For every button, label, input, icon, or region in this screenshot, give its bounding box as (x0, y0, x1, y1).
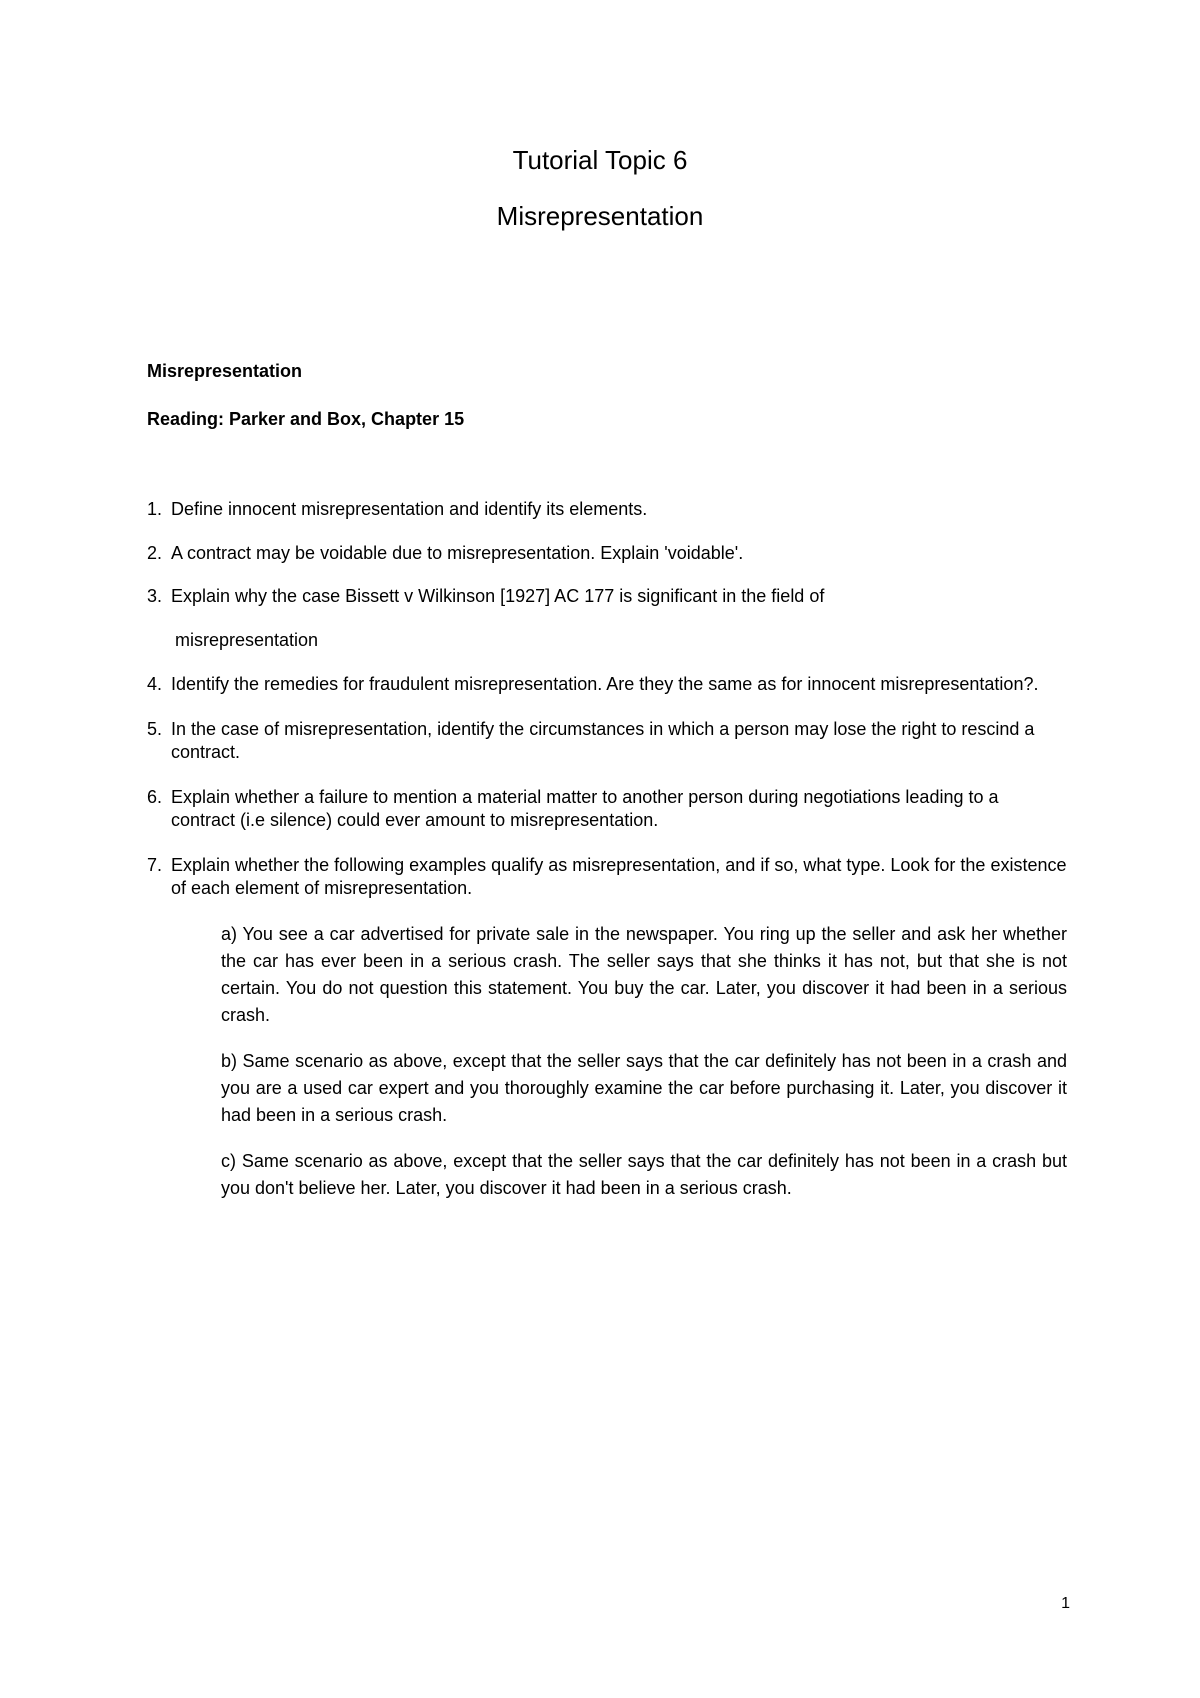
question-text: Explain whether the following examples qualify as misrepresentation, and if so, what type. Look for the existence of each element of misrepresentation. (171, 854, 1067, 898)
question-item (147, 498, 1067, 522)
example-list (221, 921, 1067, 1202)
question-text: A contract may be voidable due to misrepresentation. Explain 'voidable'. (171, 542, 744, 563)
question-list (147, 498, 1067, 1221)
section-heading: Misrepresentation (147, 361, 303, 381)
document-title: Tutorial Topic 6 (512, 145, 688, 175)
document-subtitle: Misrepresentation (496, 201, 704, 231)
question-number: 1. (147, 499, 163, 519)
question-number: 2. (147, 542, 163, 563)
question-text: In the case of misrepresentation, identify the circumstances in which a person may lose the right to rescind a contract. (171, 718, 1035, 762)
example-item: c) Same scenario as above, except that the seller says that the car definitely has not been in a crash but you don't believe her. Later, you discover it had been in a serious crash. (221, 1150, 1067, 1198)
question-number: 5. (147, 718, 163, 739)
question-item (147, 786, 1067, 833)
question-item (147, 854, 1067, 901)
question-item (147, 673, 1067, 697)
question-text: Explain why the case Bissett v Wilkinson [1927] AC 177 is significant in the field of (171, 586, 825, 606)
question-number: 4. (147, 674, 163, 694)
question-text: Define innocent misrepresentation and identify its elements. (171, 499, 648, 519)
example-item: a) You see a car advertised for private sale in the newspaper. You ring up the seller and ask her whether the car has ever been in a serious crash. The seller says that she thinks it has not, but that she is not certain. You do not question this statement. You buy the car. Later, you discover it had been in a serious crash. (221, 923, 1067, 1025)
question-number: 6. (147, 786, 163, 807)
page-number: 1 (1061, 1595, 1070, 1612)
question-item (147, 585, 1067, 609)
question-continuation: misrepresentation (175, 629, 319, 650)
question-text: Explain whether a failure to mention a material matter to another person during negotiations leading to a contract (i.e silence) could ever amount to misrepresentation. (171, 786, 999, 830)
question-number: 3. (147, 586, 163, 606)
question-number: 7. (147, 854, 163, 875)
reading-reference: Reading: Parker and Box, Chapter 15 (147, 409, 465, 429)
title-block (0, 143, 1200, 233)
example-item: b) Same scenario as above, except that the seller says that the car definitely has not been in a crash and you are a used car expert and you thoroughly examine the car before purchasing it. Later, you discover it had been in a serious crash. (221, 1050, 1067, 1125)
question-item (147, 542, 1067, 566)
question-item (147, 718, 1067, 765)
question-text: Identify the remedies for fraudulent misrepresentation. Are they the same as for innocent misrepresentation?. (171, 674, 1039, 694)
